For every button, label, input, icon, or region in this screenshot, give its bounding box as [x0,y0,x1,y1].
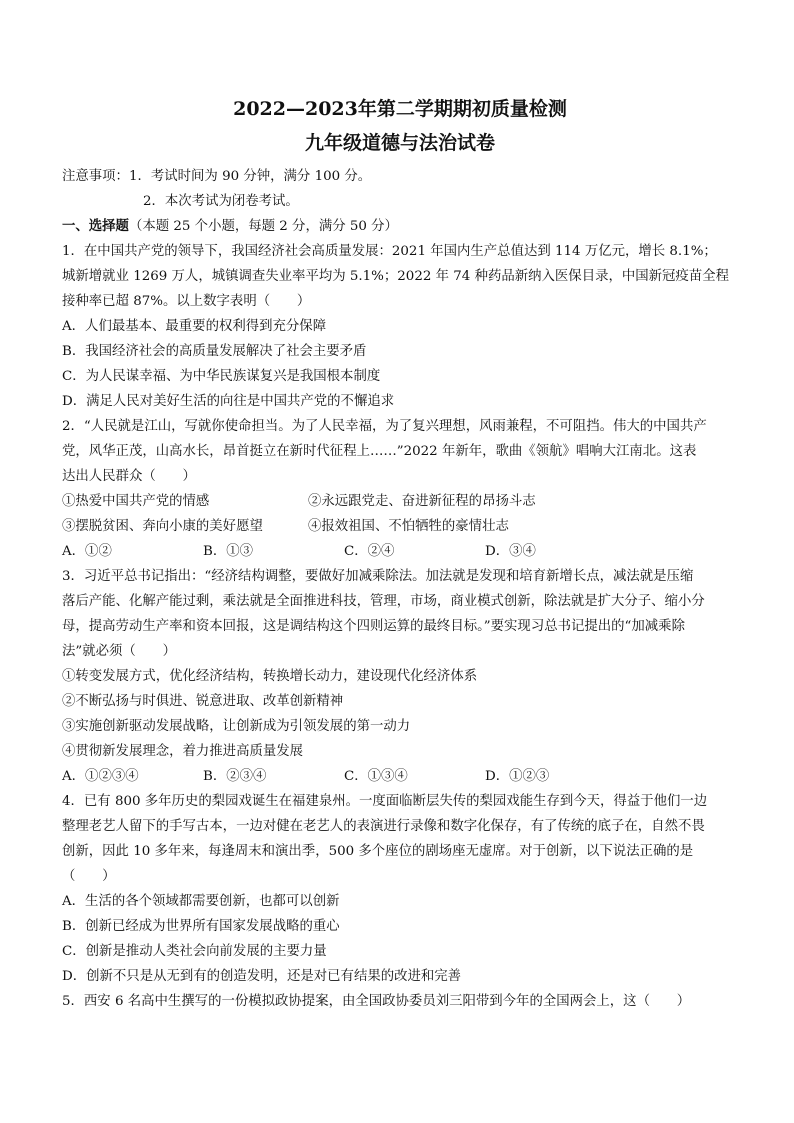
question-stem-line: 创新，因此 10 多年来，每逢周末和演出季，500 多个座位的剧场座无虚席。对于创新，以下说法正确的是 [62,844,694,859]
notice-block [62,164,738,214]
question-stem-line: 3．习近平总书记指出：“经济结构调整，要做好加减乘除法。加法就是发现和培育新增长点，减法就是压缩 [62,569,694,584]
answer-option-row [62,539,738,564]
statement-item: ④贯彻新发展理念，着力推进高质量发展 [62,744,304,759]
answer-option: D．创新不只是从无到有的创造发明，还是对已有结果的改进和完善 [62,969,462,984]
statement-item: ①转变发展方式，优化经济结构，转换增长动力，建设现代化经济体系 [62,669,478,684]
question-stem-line: 整理老艺人留下的手写古本，一边对健在老艺人的表演进行录像和数字化保存，有了传统的底子在，自然不畏 [62,819,705,834]
question-stem-line: 城新增就业 1269 万人，城镇调查失业率平均为 5.1%；2022 年 74 种药品新纳入医保目录，中国新冠疫苗全程 [62,269,729,284]
statement-item: ②永远跟党走、奋进新征程的昂扬斗志 [308,494,536,509]
statement-item: ③实施创新驱动发展战略，让创新成为引领发展的第一动力 [62,719,411,734]
answer-option: C．为人民谋幸福、为中华民族谋复兴是我国根本制度 [62,369,381,384]
exam-page [62,92,738,1014]
answer-option-row [62,764,738,789]
question-stem-line: 4．已有 800 多年历史的梨园戏诞生在福建泉州。一度面临断层失传的梨园戏能生存到今天，得益于他们一边 [62,794,708,809]
section-note: （本题 25 个小题，每题 2 分，满分 50 分） [128,219,398,234]
answer-option: A．①②③④ [62,769,139,784]
question-stem-line: 1．在中国共产党的领导下，我国经济社会高质量发展：2021 年国内生产总值达到 114 万亿元，增长 8.1%； [62,244,717,259]
notice-label: 注意事项： [62,169,129,184]
answer-option: A．①② [62,544,112,559]
statement-item: ④报效祖国、不怕牺牲的豪情壮志 [308,519,509,534]
answer-option: B．我国经济社会的高质量发展解决了社会主要矛盾 [62,344,367,359]
question-3 [62,564,738,789]
answer-option: C．②④ [344,544,395,559]
statement-item: ③摆脱贫困、奔向小康的美好愿望 [62,519,263,534]
question-stem-line: （ ） [62,869,116,884]
statement-item: ②不断弘扬与时俱进、锐意进取、改革创新精神 [62,694,344,709]
question-stem-line: 落后产能、化解产能过剩，乘法就是全面推进科技，管理，市场，商业模式创新，除法就是扩大分子、缩小分 [62,594,705,609]
answer-option: A．人们最基本、最重要的权利得到充分保障 [62,319,327,334]
exam-subtitle: 九年级道德与法治试卷 [304,132,495,154]
statement-row [62,489,738,514]
notice-line-2: 2．本次考试为闭卷考试。 [143,194,299,209]
question-2 [62,414,738,564]
question-stem-line: 党，风华正茂，山高水长，昂首挺立在新时代征程上……”2022 年新年，歌曲《领航》唱响大江南北。这表 [62,444,697,459]
section-heading [62,214,738,239]
question-stem-line: 母，提高劳动生产率和资本回报，这是调结构这个四则运算的最终目标。”要实现习总书记提出的“加减乘除 [62,619,685,634]
question-stem-line: 法”就必须（ ） [62,644,176,659]
notice-item-1: 1．考试时间为 90 分钟，满分 100 分。 [128,169,372,184]
answer-option: D．①②③ [485,769,550,784]
question-5 [62,989,738,1014]
notice-line-1 [62,164,738,189]
statement-row [62,514,738,539]
answer-option: A．生活的各个领域都需要创新，也都可以创新 [62,894,340,909]
question-4 [62,789,738,989]
section-title: 一、选择题 [62,218,129,234]
exam-title: 2022—2023年第二学期期初质量检测 [233,98,567,120]
question-stem-line: 5．西安 6 名高中生撰写的一份模拟政协提案，由全国政协委员刘三阳带到今年的全国两会上，这（ ） [62,994,691,1009]
statement-item: ①热爱中国共产党的情感 [62,494,210,509]
answer-option: B．①③ [203,544,254,559]
answer-option: D．③④ [485,544,536,559]
answer-option: C．①③④ [344,769,408,784]
question-1 [62,239,738,414]
question-stem-line: 2．“人民就是江山，写就你使命担当。为了人民幸福，为了复兴理想，风雨兼程，不可阻挡。伟大的中国共产 [62,419,707,434]
answer-option: C．创新是推动人类社会向前发展的主要力量 [62,944,327,959]
answer-option: B．②③④ [203,769,267,784]
answer-option: D．满足人民对美好生活的向往是中国共产党的不懈追求 [62,394,395,409]
question-stem-line: 接种率已超 87%。以上数字表明（ ） [62,294,311,309]
answer-option: B．创新已经成为世界所有国家发展战略的重心 [62,919,340,934]
question-stem-line: 达出人民群众（ ） [62,469,196,484]
